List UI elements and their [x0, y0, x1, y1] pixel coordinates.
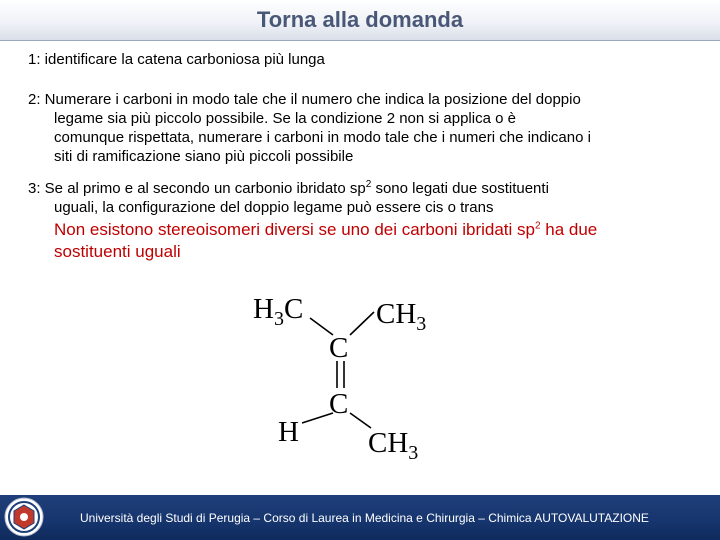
- carbon-1: C: [329, 332, 349, 364]
- group-bottom-right: $CH_3$: [368, 427, 419, 464]
- note-text-b: ha due: [540, 220, 598, 239]
- back-to-question-button[interactable]: Torna alla domanda: [0, 0, 720, 40]
- step-2-line-3: comunque rispettata, numerare i carboni in modo tale che i numeri che indicano i: [54, 129, 591, 146]
- step-1-text: 1: identificare la catena carboniosa più lunga: [28, 51, 325, 68]
- header-bar: [0, 0, 720, 41]
- bond-bottom-right: [350, 413, 371, 428]
- step-3-line-2: uguali, la configurazione del doppio legame può essere cis o trans: [54, 199, 494, 216]
- content: [28, 50, 700, 263]
- note-superscript: 2: [534, 220, 541, 232]
- bond-top-left: [310, 318, 333, 335]
- footer-text: Università degli Studi di Perugia – Corso di Laurea in Medicina e Chirurgia – Chimica AUTOVALUTAZIONE: [80, 511, 649, 525]
- group-bottom-left: H: [278, 416, 299, 448]
- step-3-line-1: [28, 180, 549, 197]
- group-top-right: $CH_3$: [376, 298, 427, 335]
- carbon-2: C: [329, 388, 349, 420]
- step-3: [28, 179, 700, 217]
- step-2-line-4: siti di ramificazione siano più piccoli possibile: [54, 148, 354, 165]
- bond-top-right: [350, 312, 374, 335]
- step-3-text-a: 3: Se al primo e al secondo un carbonio ibridato sp: [28, 180, 366, 197]
- note-line-2: sostituenti uguali: [54, 242, 181, 261]
- note-text-a: Non esistono stereoisomeri diversi se uno dei carboni ibridati sp: [54, 220, 535, 239]
- step-2-line-2: legame sia più piccolo possibile. Se la condizione 2 non si applica o è: [54, 110, 516, 127]
- step-1: [28, 50, 700, 69]
- step-2-line-1: 2: Numerare i carboni in modo tale che il numero che indica la posizione del doppio: [28, 91, 581, 108]
- group-top-left: $H_3C$: [253, 293, 304, 330]
- step-3-text-b: sono legati due sostituenti: [371, 180, 549, 197]
- university-logo: [4, 497, 44, 537]
- step-2: [28, 90, 700, 166]
- step-3-superscript: 2: [365, 179, 372, 190]
- molecule-diagram: [240, 285, 460, 465]
- note: [28, 219, 700, 263]
